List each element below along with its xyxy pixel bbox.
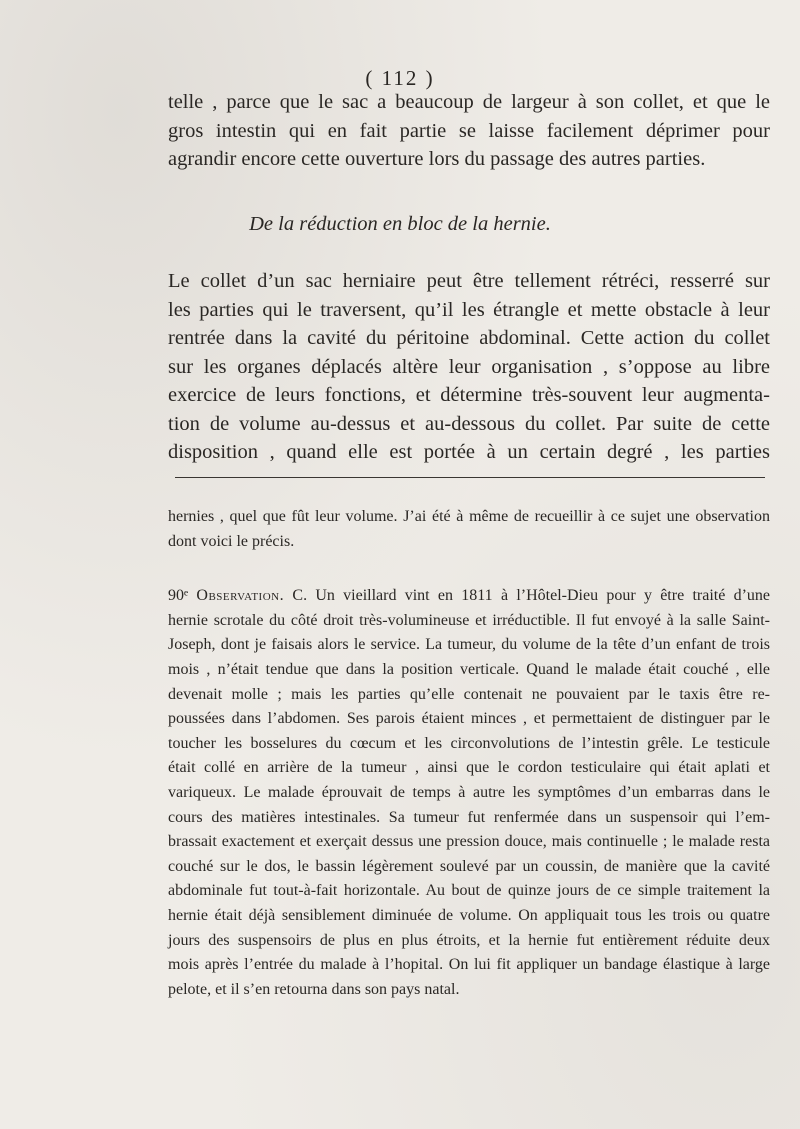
observation-line: abdominale fut tout-à-fait horizontale. Au bout de quinze jours de ce simple traitement la: [168, 882, 770, 900]
observation-line: jours des suspensoirs de plus en plus étroits, et la hernie fut entièrement réduite deux: [168, 931, 770, 949]
observation-line: Joseph, dont je faisais alors le service. La tumeur, du volume de la tête d’un enfant de trois: [168, 636, 770, 654]
observation-line: variqueux. Le malade éprouvait de temps à autre les symptômes d’un embarras dans le: [168, 783, 770, 801]
observation-line: cours des matières intestinales. Sa tumeur fut renfermée dans un suspensoir qui l’em-: [168, 808, 770, 826]
observation-line: hernie était déjà sensiblement diminuée de volume. On appliquait tous les trois ou quatre: [168, 906, 770, 924]
observation-line: hernie scrotale du côté droit très-volumineuse et irréductible. Il fut envoyé à la salle Saint-: [168, 611, 770, 629]
intro-paragraph: [168, 88, 770, 174]
observation-line: devenait molle ; mais les parties qu’elle contenait ne pouvaient par le taxis être re-: [168, 685, 770, 703]
text-line: disposition , quand elle est portée à un certain degré , les parties: [168, 441, 770, 463]
page-number: ( 112 ): [365, 66, 435, 90]
footnote-divider: [175, 477, 765, 478]
footnote: [168, 505, 770, 1002]
body-paragraph: [168, 267, 770, 467]
observation-line: pelote, et il s’en retourna dans son pays natal.: [168, 980, 460, 998]
footnote-line: dont voici le précis.: [168, 532, 295, 550]
observation-line: était collé en arrière de la tumeur , ainsi que le cordon testiculaire qui était aplati et: [168, 759, 770, 777]
observation-first-line: [168, 584, 770, 609]
section-heading: De la réduction en bloc de la hernie.: [249, 213, 551, 235]
observation-line: poussées dans l’abdomen. Ses parois étaient minces , et permettaient de distinguer par le: [168, 710, 770, 728]
observation-line: toucher les bosselures du cœcum et les circonvolutions de l’intestin grêle. Le testicule: [168, 734, 770, 752]
observation-line: brassait exactement et exerçait dessus une pression douce, mais continuelle ; le malade resta: [168, 833, 770, 851]
text-line: sur les organes déplacés altère leur organisation , s’oppose au libre: [168, 355, 770, 378]
observation-line: couché sur le dos, le bassin légèrement soulevé par un coussin, de manière que la cavité: [168, 857, 770, 875]
text-line: telle , parce que le sac a beaucoup de largeur à son collet, et que le: [168, 91, 770, 113]
text-line: Le collet d’un sac herniaire peut être tellement rétréci, resserré sur: [168, 270, 770, 292]
text-line: agrandir encore cette ouverture lors du passage des autres parties.: [168, 148, 706, 170]
text-line: gros intestin qui en fait partie se laisse facilement déprimer pour: [168, 119, 770, 142]
observation-line: C. Un vieillard vint en 1811 à l’Hôtel-Dieu pour y être traité d’une: [292, 587, 771, 605]
text-line: exercice de leurs fonctions, et détermine très-souvent leur augmenta-: [168, 384, 770, 406]
text-line: les parties qui le traversent, qu’il les étrangle et mette obstacle à leur: [168, 298, 770, 321]
observation-line: mois après l’entrée du malade à l’hopital. On lui fit appliquer un bandage élastique à large: [168, 956, 770, 974]
text-line: rentrée dans la cavité du péritoine abdominal. Cette action du collet: [168, 327, 770, 349]
text-line: tion de volume au-dessus et au-dessous du collet. Par suite de cette: [168, 412, 770, 435]
observation-number: 90ᵉ: [168, 587, 189, 605]
footnote-line: hernies , quel que fût leur volume. J’ai été à même de recueillir à ce sujet une observation: [168, 508, 770, 525]
observation-line: mois , n’était tendue que dans la position verticale. Quand le malade était couché , elle: [168, 660, 770, 678]
observation-label: Observation.: [196, 587, 285, 605]
